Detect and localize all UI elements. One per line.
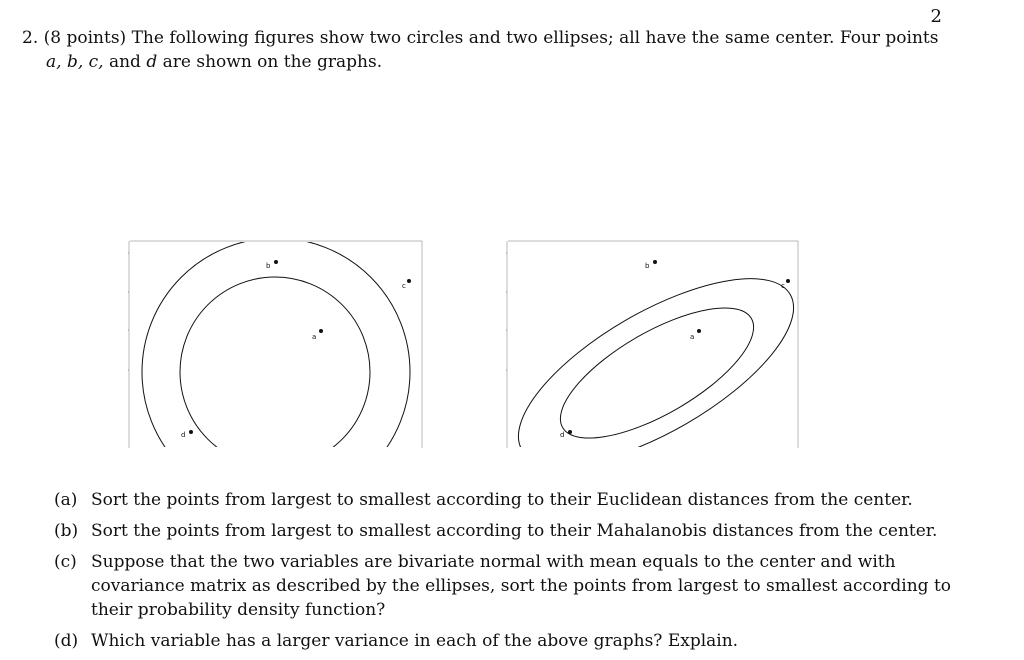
point-d-label: d: [181, 431, 186, 439]
point-a-label: a: [690, 333, 695, 341]
point-a-dot: [697, 329, 701, 333]
question-a: [54, 488, 954, 512]
point-b-label: b: [266, 262, 271, 270]
question-c: [54, 550, 954, 622]
point-d-label: d: [560, 431, 565, 439]
question-label: (a): [54, 490, 78, 510]
problem-and: and: [108, 52, 141, 72]
point-d-dot: [189, 430, 193, 434]
figure-circles: [128, 240, 424, 450]
figure-ellipses: [506, 240, 802, 450]
problem-line-1: [22, 26, 947, 50]
question-text: Suppose that the two variables are bivariate normal with mean equals to the center and with covariance matrix as described by the ellipses, sort the points from largest to smallest according to their probability density function?: [91, 552, 952, 620]
problem-tail: are shown on the graphs.: [162, 52, 383, 72]
outer-circle: [142, 240, 410, 450]
point-c-label: c: [781, 282, 785, 290]
figure-circles-plot: [128, 240, 424, 450]
inner-circle: [180, 277, 370, 450]
point-b-dot: [653, 260, 657, 264]
problem-intro: The following figures show two circles and two ellipses; all have the same center. Four points: [131, 28, 939, 48]
point-c-label: c: [402, 282, 406, 290]
problem-line-2: [22, 50, 947, 74]
figure-ellipses-plot: [506, 240, 802, 450]
question-text: Which variable has a larger variance in each of the above graphs? Explain.: [91, 631, 739, 651]
point-b-dot: [274, 260, 278, 264]
problem-number: 2.: [22, 28, 39, 48]
question-label: (b): [54, 521, 79, 541]
point-a-dot: [319, 329, 323, 333]
problem-points: (8 points): [43, 28, 127, 48]
question-label: (d): [54, 631, 79, 651]
point-b-label: b: [645, 262, 650, 270]
problem-vars: a, b, c,: [46, 52, 104, 72]
point-a-label: a: [312, 333, 317, 341]
question-b: [54, 519, 954, 543]
outer-ellipse: [506, 243, 802, 450]
point-c-dot: [407, 279, 411, 283]
point-c-dot: [786, 279, 790, 283]
question-label: (c): [54, 552, 77, 572]
problem-statement: [22, 26, 947, 74]
question-text: Sort the points from largest to smallest according to their Euclidean distances from the center.: [91, 490, 913, 510]
problem-var-d: d: [146, 52, 158, 72]
question-list: [54, 488, 954, 660]
inner-ellipse: [542, 283, 772, 450]
point-d-dot: [568, 430, 572, 434]
question-d: [54, 629, 954, 653]
page-number: 2: [930, 6, 942, 27]
question-text: Sort the points from largest to smallest according to their Mahalanobis distances from the center.: [91, 521, 938, 541]
